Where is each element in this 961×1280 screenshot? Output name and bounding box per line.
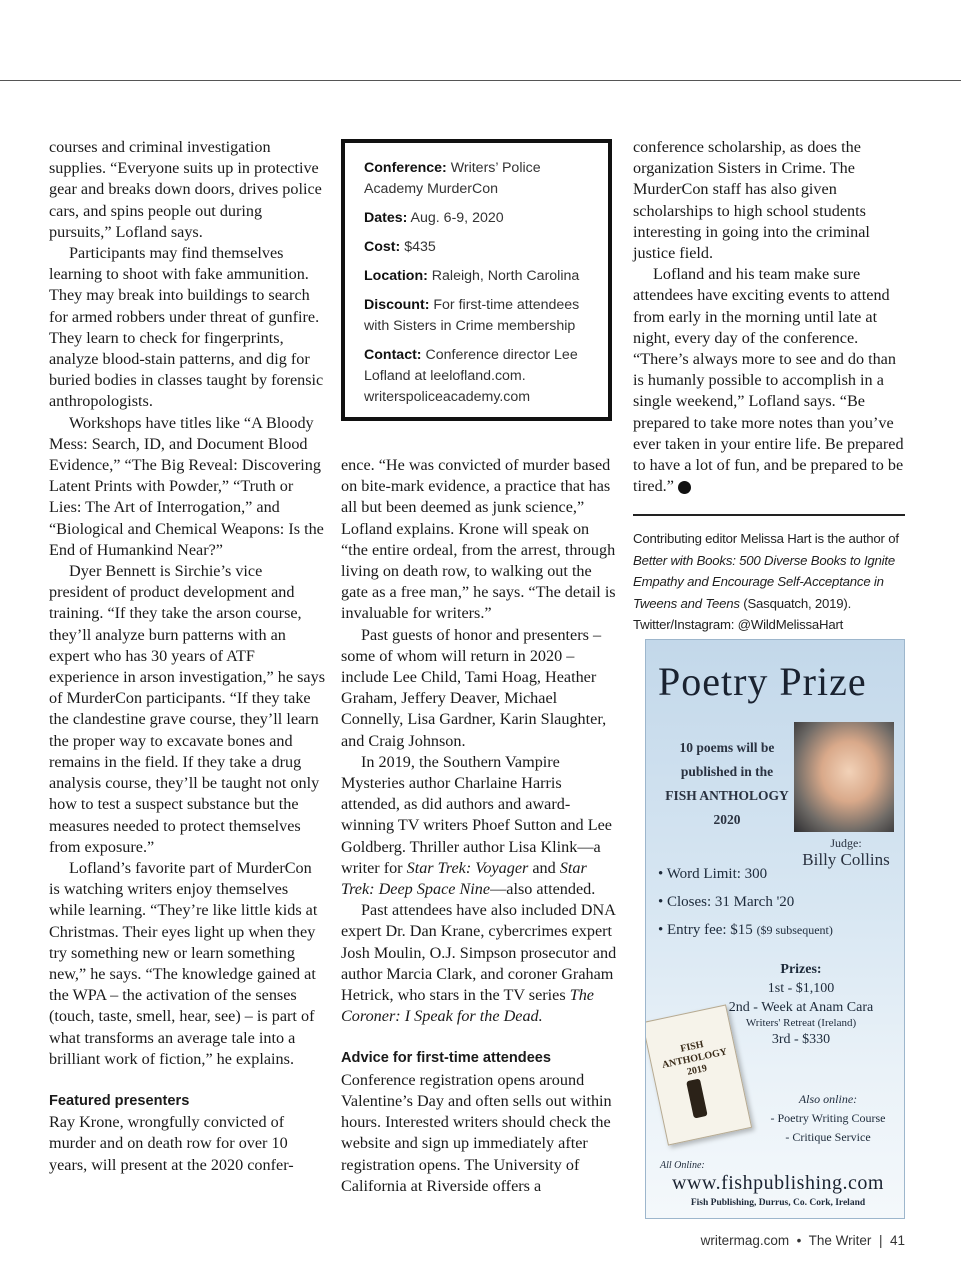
info-value: Aug. 6-9, 2020 [410,210,504,226]
online-heading: Also online: [798,1092,858,1106]
judge-name: Billy Collins [802,850,890,869]
info-location [364,266,592,287]
footer-separator: | [878,1233,883,1248]
page-number: 41 [889,1233,905,1248]
prize-item: 2nd - Week at Anam Cara [728,1000,874,1015]
prize-item: 1st - $1,100 [767,981,835,996]
subhead-featured-presenters: Featured presenters [49,1092,190,1109]
info-discount [364,295,592,337]
paragraph: Lofland’s favorite part of MurderCon is watching writers enjoy themselves while learning. “They’re like little kids at Christmas. Their eyes light up when they try something new or learn something new,” he says. “The knowledge gained at the WPA – the activation of the senses (touch, taste, smell, hear, see) – is part of what transforms an average tale into a brilliant work of fiction,” he explains. [49,858,318,1068]
end-mark-icon: W [678,481,691,494]
paragraph: ence. “He was convicted of murder based on bite-mark evidence, a practice that has all but been deemed as junk science,” Lofland explains. Krone will speak on “the entire ordeal, from the arrest, through living on death row, to walking out the gate as a free man,” he says. “The detail is invaluable for writers.” [341,456,616,623]
info-label: Contact: [364,347,422,363]
ad-line: FISH ANTHOLOGY [665,788,789,803]
column-3 [633,137,905,635]
paragraph: conference scholarship, as does the organization Sisters in Crime. The MurderCon staff has also given scholarships to high school students interesting in going into the criminal justice field. [633,138,870,263]
paragraph: Conference registration opens around Valentine’s Day and often sells out within hours. Interested writers should check the website and sign up immediately after registration opens. The University of California at Riverside offers a [341,1070,612,1195]
footer-bullet: • [796,1233,802,1248]
italic-title: Star Trek: Voyager [406,858,529,877]
info-value: Writers’ Police Academy MurderCon [364,160,541,197]
info-label: Discount: [364,297,430,313]
footer-site: writermag.com [700,1233,790,1248]
info-value: For first-time attendees with Sisters in Crime membership [364,297,580,334]
paragraph: Workshops have titles like “A Bloody Mess: Search, ID, and Document Blood Evidence,” “The Big Reveal: Discovering Latent Prints with Powder,” “Truth or Lies: The Art of Interrogation,” and “Biological and Chemical Weapons: Is the End of Humankind Near?” [49,413,324,559]
ad-details [658,860,833,944]
text-run: In 2019, the Southern Vampire Mysteries author Charlaine Harris attended, as did authors and award-winning TV writers Phoef Sutton and Lee Goldberg. Thriller author Lisa Klink—a writer for [341,752,612,877]
boot-icon [686,1078,708,1118]
paragraph: Dyer Bennett is Sirchie’s vice president of product development and training. “If they take the arson course, they’ll analyze burn patterns with an expert who has 30 years of ATF experience in arson investigation,” he says of MurderCon participants. “If they take the clandestine grave course, they’ll learn the proper way to excavate bones and remains in the field. If they take a drug analysis course, they’ll be taught not only how to test a suspect substance but the measures needed to protect themselves from exposure.” [49,562,325,856]
text-run: —also attended. [490,880,596,899]
text-run: • Entry fee: $15 [658,922,753,938]
ad-address: Fish Publishing, Durrus, Co. Cork, Ireland [690,1198,866,1208]
info-value: Raleigh, North Carolina [431,268,580,284]
paragraph: courses and criminal investigation supplies. “Everyone suits up in protective gear and breaks down doors, drives police cars, and spins people out during pursuits,” Lofland says. [49,138,322,241]
conference-info-box [341,139,612,421]
italic-title: Star Trek: Deep Space Nine [341,858,587,899]
paragraph: Participants may find themselves learning to shoot with fake ammunition. They may break into buildings to search for armed robbers under threat of gunfire. They learn to check for fingerprints, analyze blood-stain patterns, and dig for buried bodies in classes taught by forensic anthropologists. [49,244,324,411]
page-footer [701,1233,905,1248]
text-run: ($9 subsequent) [756,923,833,937]
footer-magazine: The Writer [808,1233,872,1248]
info-conference [364,158,592,200]
ad-line: 2020 [713,812,741,827]
judge-label: Judge: [830,836,862,850]
online-item: - Poetry Writing Course [770,1111,886,1125]
info-label: Dates: [364,210,408,226]
column-2 [341,455,617,1197]
text-run: (Sasquatch, 2019). Twitter/Instagram: @WildMelissaHart [633,595,852,633]
judge-photo [794,722,894,832]
online-item: - Critique Service [785,1130,871,1144]
paragraph [633,264,905,497]
ad-bullet [658,916,833,944]
info-contact [364,345,592,408]
paragraph [341,752,617,900]
prize-subtext: Writers' Retreat (Ireland) [745,1017,857,1029]
italic-title: The Coroner: I Speak for the Dead. [341,986,594,1026]
text-run: and [532,858,556,877]
all-online-label: All Online: [660,1160,705,1171]
top-rule [0,80,961,81]
ad-title: Poetry Prize [658,659,867,704]
ad-line: 10 poems will be [679,740,775,755]
ad-bullet: • Word Limit: 300 [658,866,768,882]
italic-title: Better with Books: 500 Diverse Books to Ignite Empathy and Encourage Self-Acceptance in Tweens and Teens [633,552,896,611]
info-label: Conference: [364,160,447,176]
info-value: Conference director Lee Lofland at leelofland.com. writerspoliceacademy.com [364,347,578,405]
paragraph: Ray Krone, wrongfully convicted of murder and on death row for over 10 years, will present at the 2020 confer- [49,1113,294,1174]
text-run: Lofland and his team make sure attendees have exciting events to attend from early in the morning until late at night, every day of the conference. “There’s always more to see and do than is humanly possible to accomplish in a single weekend,” Lofland says. “Be prepared to take more notes than you’ve ever taken in your entire life. Be prepared to have a lot of fun, and be prepared to be tired.” [633,265,904,496]
info-value: $435 [404,239,436,255]
author-bio [633,528,905,635]
paragraph [341,900,617,1027]
info-label: Cost: [364,239,401,255]
info-label: Location: [364,268,428,284]
ad-published-text [652,736,802,832]
poetry-prize-ad[interactable] [645,639,905,1219]
text-run: Contributing editor Melissa Hart is the author of [633,531,899,547]
ad-bullet: • Closes: 31 March '20 [658,894,795,910]
ad-online-offers [758,1090,898,1147]
info-dates [364,208,592,229]
prizes-heading: Prizes: [780,962,822,977]
bio-divider [633,514,905,516]
ad-line: published in the [680,764,774,779]
ad-prizes [706,960,896,1049]
column-1 [49,137,325,1176]
book-title: FISH ANTHOLOGY 2019 [661,1039,729,1078]
text-run: Past attendees have also included DNA expert Dr. Dan Krane, cybercrimes expert Josh Moulin, O.J. Simpson prosecutor and author Marcia Clark, and coroner Graham Hetrick, who stars in the TV series [341,901,617,1005]
paragraph: Past guests of honor and presenters – some of whom will return in 2020 – include Lee Child, Tami Hoag, Heather Graham, Jeffery Deaver, Michael Connelly, Lisa Gardner, Karin Slaughter, and Craig Johnson. [341,625,607,750]
ad-url-link[interactable]: www.fishpublishing.com [672,1172,884,1194]
prize-item: 3rd - $330 [771,1032,831,1047]
subhead-advice: Advice for first-time attendees [341,1050,552,1067]
info-cost [364,237,592,258]
